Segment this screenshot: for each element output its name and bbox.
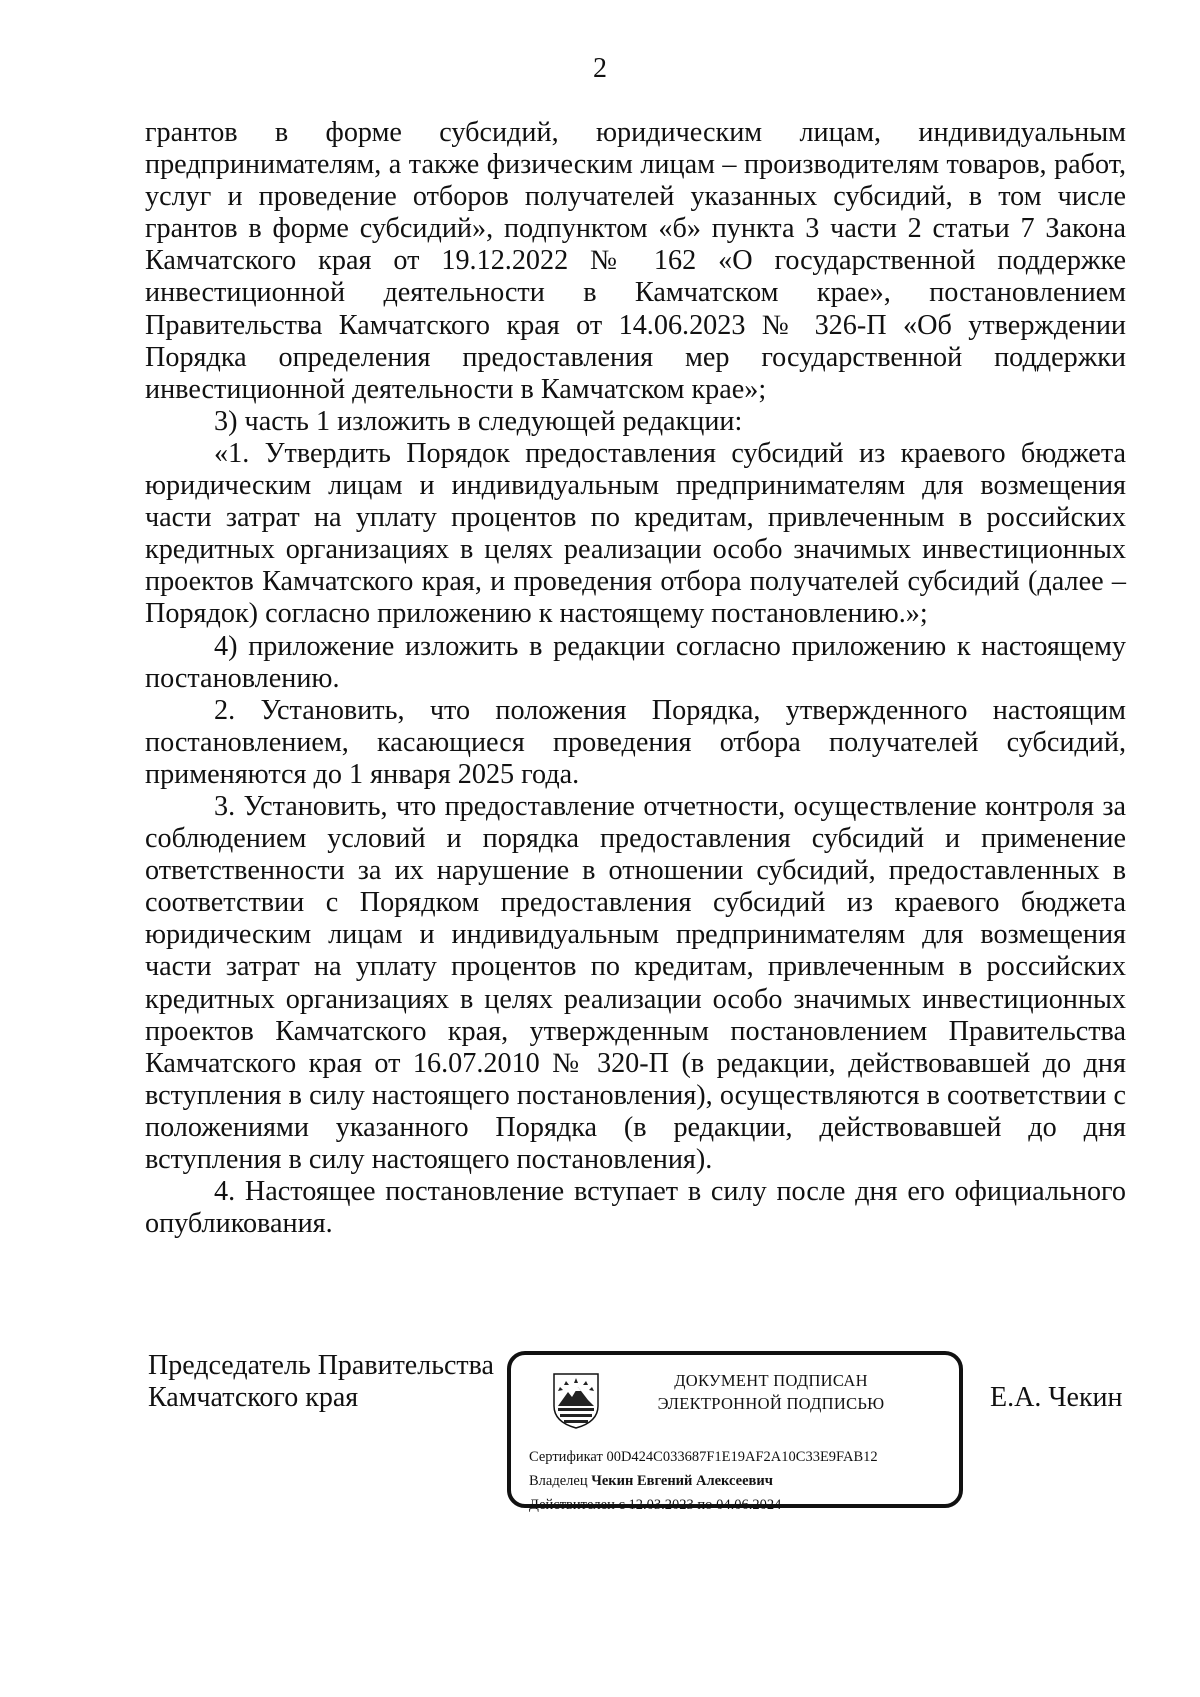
signatory-position-line1: Председатель Правительства xyxy=(148,1350,494,1381)
owner-label: Владелец xyxy=(529,1473,588,1489)
valid-to: 04.06.2024 xyxy=(716,1497,782,1513)
paragraph-item-3: 3) часть 1 изложить в следующей редакции: xyxy=(214,405,743,437)
owner-value: Чекин Евгений Алексеевич xyxy=(591,1473,773,1489)
signatory-position-line2: Камчатского края xyxy=(148,1382,359,1413)
stamp-owner xyxy=(529,1472,773,1490)
signatory-name: Е.А. Чекин xyxy=(990,1382,1123,1413)
signatory-position xyxy=(148,1350,494,1414)
paragraph-item-4: 4) приложение изложить в редакции согласно приложению к настоящему постановлению. xyxy=(145,630,1126,694)
document-body xyxy=(145,117,1126,1240)
paragraph-point-4: 4. Настоящее постановление вступает в силу после дня его официального опубликования. xyxy=(145,1176,1126,1240)
stamp-title xyxy=(621,1369,921,1415)
kamchatka-coat-of-arms-icon xyxy=(552,1372,600,1429)
paragraph-quoted-point-1: «1. Утвердить Порядок предоставления субсидий из краевого бюджета юридическим лицам и индивидуальным предпринимателям для возмещения части затрат на уплату процентов по кредитам, привлеченным в российских кредитных организациях в целях реализации особо значимых инвестиционных проектов Камчатского края, и проведения отбора получателей субсидий (далее – Порядок) согласно приложению к настоящему постановлению.»; xyxy=(145,437,1126,630)
stamp-certificate xyxy=(529,1448,878,1466)
stamp-validity xyxy=(529,1496,781,1514)
page-number: 2 xyxy=(593,53,607,84)
valid-label: Действителен с xyxy=(529,1497,625,1513)
stamp-title-line1: ДОКУМЕНТ ПОДПИСАН xyxy=(674,1371,868,1390)
paragraph-point-2: 2. Установить, что положения Порядка, утвержденного настоящим постановлением, касающиеся проведения отбора получателей субсидий, применяются до 1 января 2025 года. xyxy=(145,694,1126,790)
valid-to-label: по xyxy=(697,1497,713,1513)
valid-from: 12.03.2023 xyxy=(628,1497,694,1513)
certificate-value: 00D424C033687F1E19AF2A10C33E9FAB12 xyxy=(606,1449,878,1465)
paragraph-point-3: 3. Установить, что предоставление отчетности, осуществление контроля за соблюдением условий и порядка предоставления субсидий и применение ответственности за их нарушение в отношении субсидий, предоставленных в соответствии с Порядком предоставления субсидий из краевого бюджета юридическим лицам и индивидуальным предпринимателям для возмещения части затрат на уплату процентов по кредитам, привлеченным в российских кредитных организациях в целях реализации особо значимых инвестиционных проектов Камчатского края, утвержденным постановлением Правительства Камчатского края от 16.07.2010 № 320-П (в редакции, действовавшей до дня вступления в силу настоящего постановления), осуществляются в соответствии с положениями указанного Порядка (в редакции, действовавшей до дня вступления в силу настоящего постановления). xyxy=(145,790,1126,1175)
electronic-signature-stamp xyxy=(507,1351,963,1513)
certificate-label: Сертификат xyxy=(529,1449,603,1465)
paragraph-continuation: грантов в форме субсидий, юридическим лицам, индивидуальным предпринимателям, а также физическим лицам – производителям товаров, работ, услуг и проведение отборов получателей указанных субсидий, в том числе грантов в форме субсидий», подпунктом «б» пункта 3 части 2 статьи 7 Закона Камчатского края от 19.12.2022 № 162 «О государственной поддержке инвестиционной деятельности в Камчатском крае», постановлением Правительства Камчатского края от 14.06.2023 № 326-П «Об утверждении Порядка определения предоставления мер государственной поддержки инвестиционной деятельности в Камчатском крае»; xyxy=(145,117,1126,405)
stamp-title-line2: ЭЛЕКТРОННОЙ ПОДПИСЬЮ xyxy=(657,1394,885,1413)
